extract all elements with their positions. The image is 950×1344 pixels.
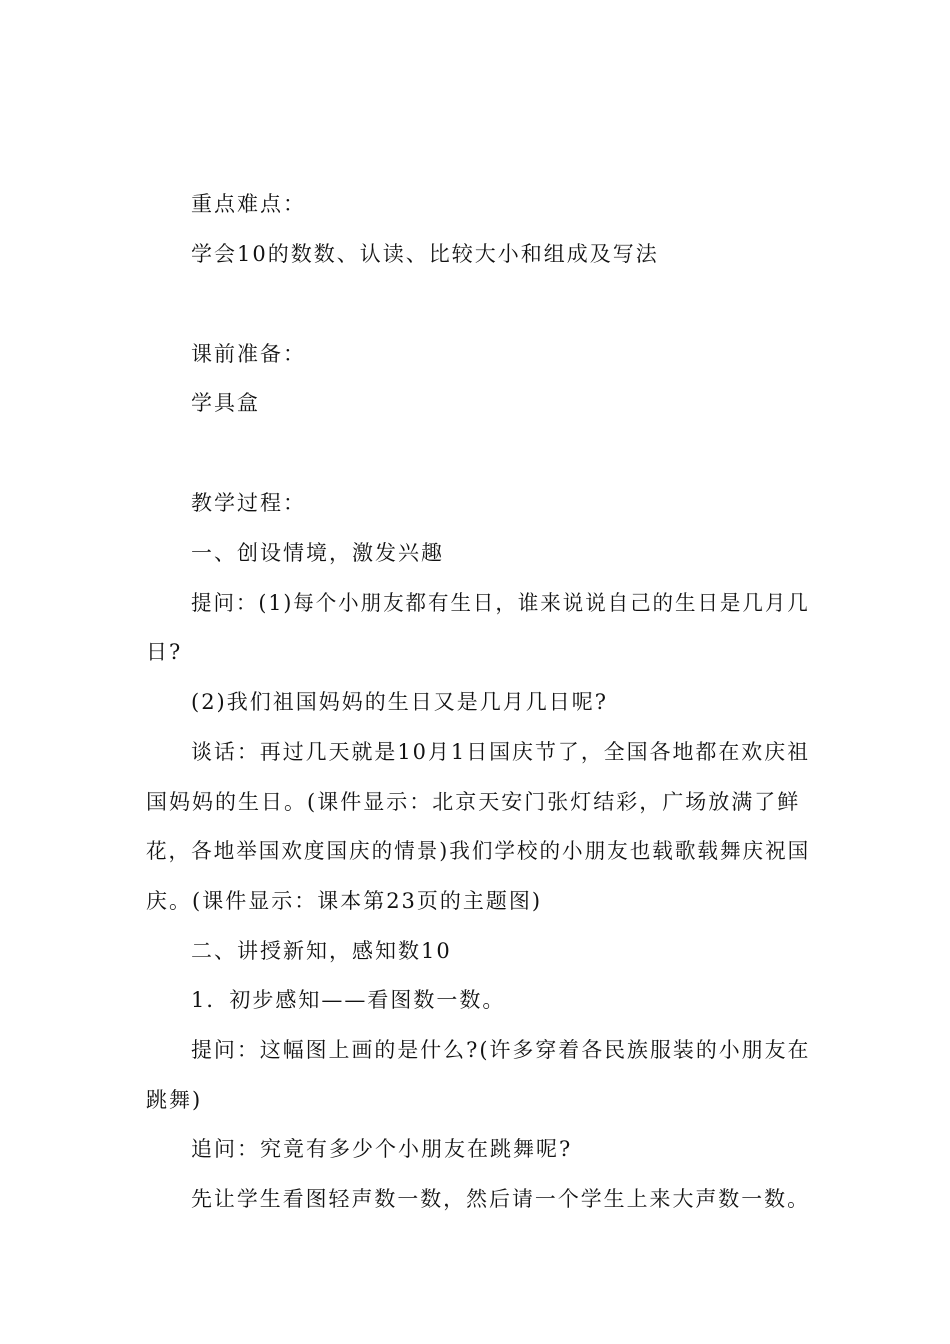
talk-line4: 庆。(课件显示：课本第23页的主题图) xyxy=(146,889,543,913)
step1-title: 1．初步感知——看图数一数。 xyxy=(191,988,506,1012)
followup-question: 追问：究竟有多少个小朋友在跳舞呢? xyxy=(191,1137,573,1161)
question1-line1: 提问：(1)每个小朋友都有生日，谁来说说自己的生日是几月几 xyxy=(191,591,810,615)
part1-title: 一、创设情境，激发兴趣 xyxy=(191,541,444,565)
instruction-text: 先让学生看图轻声数一数，然后请一个学生上来大声数一数。 xyxy=(191,1187,810,1211)
talk-line1: 谈话：再过几天就是10月1日国庆节了，全国各地都在欢庆祖 xyxy=(191,740,811,764)
key-points-text: 学会10的数数、认读、比较大小和组成及写法 xyxy=(191,242,659,266)
question3-line1: 提问：这幅图上画的是什么?(许多穿着各民族服装的小朋友在 xyxy=(191,1038,811,1062)
talk-line2: 国妈妈的生日。(课件显示：北京天安门张灯结彩，广场放满了鲜 xyxy=(146,790,801,814)
question3-line2: 跳舞) xyxy=(146,1088,203,1112)
talk-line3: 花，各地举国欢度国庆的情景)我们学校的小朋友也载歌载舞庆祝国 xyxy=(146,839,811,863)
question2: (2)我们祖国妈妈的生日又是几月几日呢? xyxy=(191,690,609,714)
part2-title: 二、讲授新知，感知数10 xyxy=(191,939,452,963)
process-heading: 教学过程： xyxy=(191,491,306,515)
question1-line2: 日? xyxy=(146,640,183,664)
key-points-heading: 重点难点： xyxy=(191,192,306,216)
prep-text: 学具盒 xyxy=(191,391,260,415)
prep-heading: 课前准备： xyxy=(191,342,306,366)
